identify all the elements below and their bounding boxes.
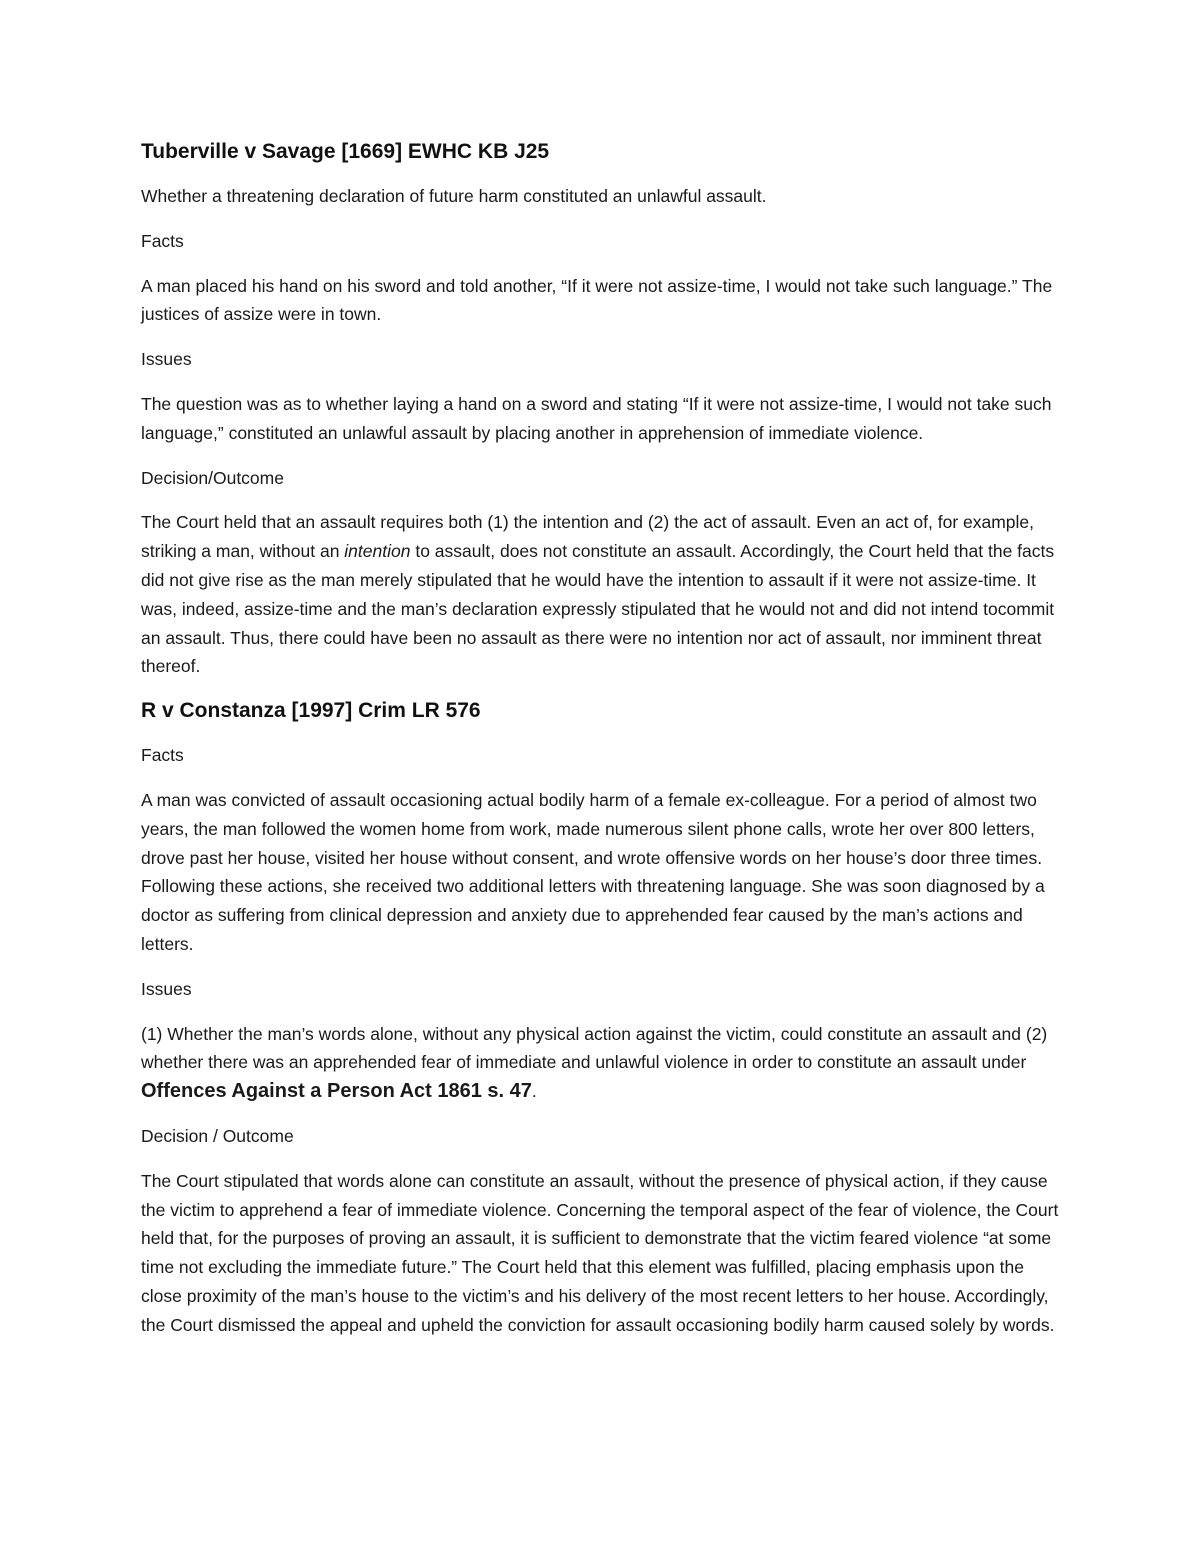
decision-emphasis: intention [344, 541, 411, 562]
decision-paragraph: The Court stipulated that words alone can constitute an assault, without the presence of physical action, if they cause the victim to apprehend a fear of immediate violence. Concerning the temporal aspect of the fear of violence, the Court held that, for the purposes of proving an assault, it is sufficient to demonstrate that the victim feared violence “at some time not excluding the immediate future.” The Court held that this element was fulfilled, placing emphasis upon the close proximity of the man’s house to the victim’s and his delivery of the most recent letters to her house. Accordingly, the Court dismissed the appeal and upheld the conviction for assault occasioning bodily harm caused solely by words. [141, 1170, 1059, 1335]
decision-paragraph [141, 508, 1059, 681]
issues-heading: Issues [141, 978, 192, 999]
case-constanza [141, 697, 1059, 1339]
facts-paragraph: A man placed his hand on his sword and told another, “If it were not assize-time, I would not take such language.” The justices of assize were in town. [141, 275, 1053, 325]
decision-heading: Decision / Outcome [141, 1125, 294, 1146]
issues-text-part2: . [531, 1081, 537, 1102]
issues-paragraph [141, 1020, 1059, 1106]
facts-heading: Facts [141, 230, 184, 251]
statute-reference: Offences Against a Person Act 1861 s. 47 [141, 1080, 532, 1103]
issues-paragraph: The question was as to whether laying a hand on a sword and stating “If it were not assize-time, I would not take such language,” constituted an unlawful assault by placing another in apprehension of immediate violence. [141, 393, 1052, 443]
issues-heading: Issues [141, 349, 192, 370]
decision-text-part2: to assault, does not constitute an assault. Accordingly, the Court held that the facts did not give rise as the man merely stipulated that he would have the intention to assault if it were not assize-time. It was, indeed, assize-time and the man’s declaration expressly stipulated that he would not and did not intend tocommit an assault. Thus, there could have been no assault as there were no intention nor act of assault, nor imminent threat thereof. [141, 541, 1055, 677]
decision-text-part1: The Court held that an assault requires both (1) the intention and (2) the act of assault. Even an act of, for example, striking a man, without an [141, 512, 1035, 562]
case-title: Tuberville v Savage [1669] EWHC KB J25 [141, 140, 550, 163]
document-page [141, 138, 1059, 1356]
facts-paragraph: A man was convicted of assault occasioning actual bodily harm of a female ex-colleague. For a period of almost two years, the man followed the women home from work, made numerous silent phone calls, wrote her over 800 letters, drove past her house, visited her house without consent, and wrote offensive words on her house’s door three times. Following these actions, she received two additional letters with threatening language. She was soon diagnosed by a doctor as suffering from clinical depression and anxiety due to apprehended fear caused by the man’s actions and letters. [141, 789, 1045, 954]
case-summary: Whether a threatening declaration of future harm constituted an unlawful assault. [141, 186, 767, 206]
decision-heading: Decision/Outcome [141, 467, 284, 488]
case-title: R v Constanza [1997] Crim LR 576 [141, 699, 481, 723]
issues-text-part1: (1) Whether the man’s words alone, without any physical action against the victim, could constitute an assault and (2) whether there was an apprehended fear of immediate and unlawful violence in order to constitute an assault under [141, 1023, 1048, 1073]
facts-heading: Facts [141, 745, 184, 766]
case-tuberville [141, 138, 1059, 681]
